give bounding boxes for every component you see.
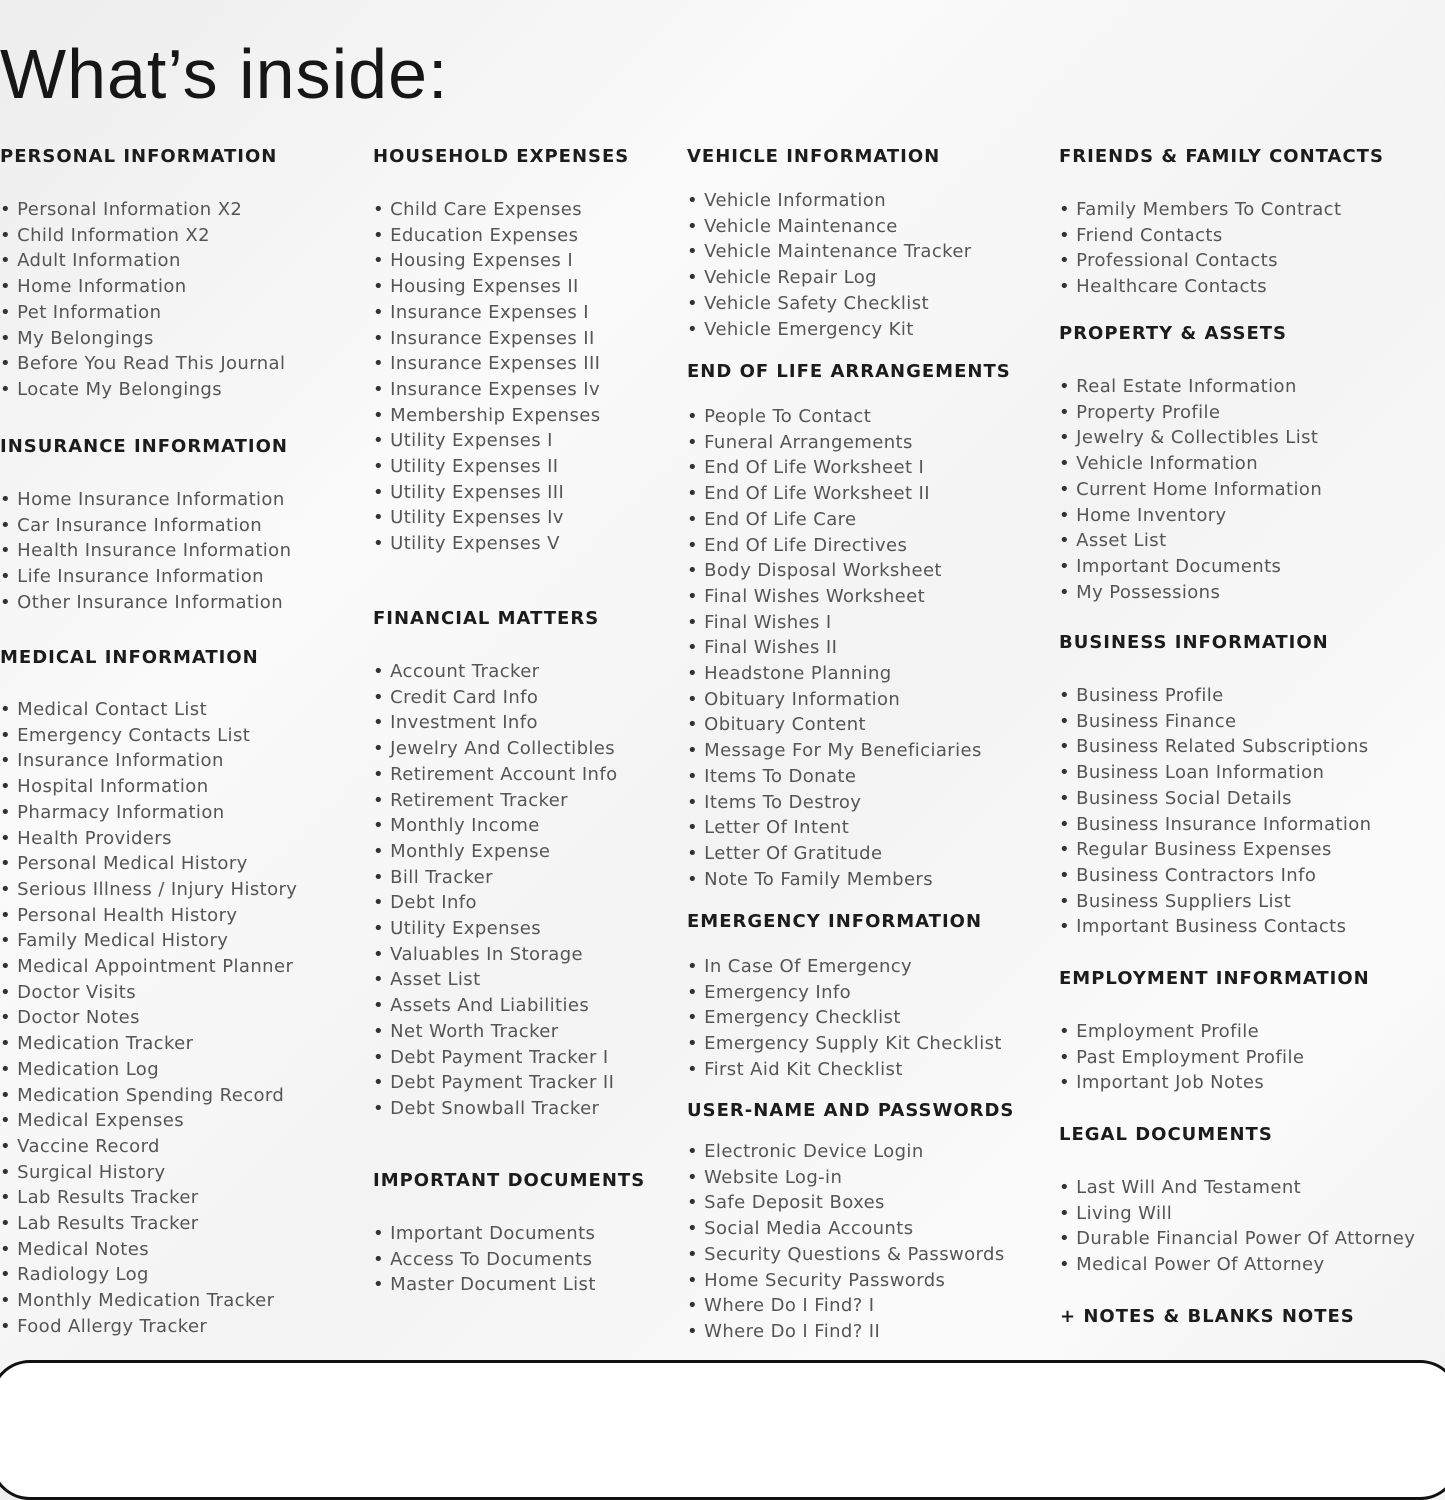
list-item: • Adult Information [0,248,285,274]
item-list [0,197,285,403]
list-item: • Before You Read This Journal [0,351,285,377]
list-item: • Jewelry & Collectibles List [1059,425,1322,451]
section-heading: FRIENDS & FAMILY CONTACTS [1059,146,1384,167]
list-item: • Social Media Accounts [687,1216,1014,1242]
list-item: • Emergency Checklist [687,1005,1002,1031]
list-item: • Monthly Medication Tracker [0,1288,297,1314]
list-item: • End Of Life Directives [687,533,1011,559]
section-heading: BUSINESS INFORMATION [1059,632,1329,653]
list-item: • Final Wishes II [687,635,1011,661]
list-item: • Debt Info [373,890,618,916]
bottom-frame [0,1360,1445,1500]
list-item: • Account Tracker [373,659,618,685]
list-item: • Professional Contacts [1059,248,1384,274]
list-item: • Housing Expenses II [373,274,629,300]
section-heading: PROPERTY & ASSETS [1059,323,1288,344]
item-list [0,697,297,1340]
list-item: • Emergency Contacts List [0,723,297,749]
list-item: • Medical Expenses [0,1108,297,1134]
list-item: • Note To Family Members [687,867,1011,893]
list-item: • My Possessions [1059,580,1322,606]
list-item: • Items To Donate [687,764,1011,790]
list-item: • Insurance Expenses III [373,351,629,377]
list-item: • Education Expenses [373,223,629,249]
list-item: • Business Profile [1059,683,1371,709]
list-item: • Car Insurance Information [0,513,291,539]
list-item: • My Belongings [0,326,285,352]
list-item: • Final Wishes Worksheet [687,584,1011,610]
section-household-expenses [373,146,629,557]
list-item: • People To Contact [687,404,1011,430]
section-important-documents [373,1170,645,1298]
list-item: • Asset List [373,967,618,993]
list-item: • Debt Snowball Tracker [373,1096,618,1122]
item-list [1059,197,1384,300]
list-item: • Bill Tracker [373,865,618,891]
list-item: • Durable Financial Power Of Attorney [1059,1226,1415,1252]
list-item: • Medication Log [0,1057,297,1083]
list-item: • Jewelry And Collectibles [373,736,618,762]
section-medical-information [0,647,297,1340]
section-friends-family-contacts [1059,146,1384,300]
list-item: • Business Suppliers List [1059,889,1371,915]
list-item: • Home Security Passwords [687,1268,1014,1294]
section-heading: EMPLOYMENT INFORMATION [1059,968,1370,989]
list-item: • Where Do I Find? II [687,1319,1014,1345]
notes-and-blanks-label: + NOTES & BLANKS NOTES [1060,1306,1355,1327]
list-item: • End Of Life Worksheet I [687,455,1011,481]
list-item: • Retirement Tracker [373,788,618,814]
list-item: • Business Insurance Information [1059,812,1371,838]
item-list [687,1139,1014,1345]
item-list [687,954,1002,1083]
list-item: • Personal Medical History [0,851,297,877]
list-item: • Business Social Details [1059,786,1371,812]
item-list [1059,374,1322,605]
list-item: • Utility Expenses Iv [373,505,629,531]
list-item: • Medical Notes [0,1237,297,1263]
section-financial-matters [373,608,618,1122]
page-title: What’s inside: [0,35,449,113]
list-item: • Doctor Notes [0,1005,297,1031]
list-item: • Obituary Content [687,712,1011,738]
list-item: • Vehicle Repair Log [687,265,972,291]
list-item: • Healthcare Contacts [1059,274,1384,300]
list-item: • Past Employment Profile [1059,1045,1370,1071]
list-item: • End Of Life Care [687,507,1011,533]
list-item: • Health Providers [0,826,297,852]
section-heading: IMPORTANT DOCUMENTS [373,1170,646,1191]
list-item: • Insurance Expenses I [373,300,629,326]
item-list [0,487,291,616]
list-item: • Business Contractors Info [1059,863,1371,889]
section-heading: MEDICAL INFORMATION [0,647,259,668]
list-item: • Electronic Device Login [687,1139,1014,1165]
item-list [373,1221,645,1298]
list-item: • Lab Results Tracker [0,1185,297,1211]
item-list [687,188,972,342]
list-item: • Business Finance [1059,709,1371,735]
list-item: • Personal Information X2 [0,197,285,223]
list-item: • Employment Profile [1059,1019,1370,1045]
section-vehicle-information [687,146,972,342]
list-item: • Important Documents [1059,554,1322,580]
list-item: • Insurance Information [0,748,297,774]
list-item: • Emergency Info [687,980,1002,1006]
list-item: • End Of Life Worksheet II [687,481,1011,507]
list-item: • In Case Of Emergency [687,954,1002,980]
list-item: • Vehicle Information [687,188,972,214]
list-item: • Child Care Expenses [373,197,629,223]
list-item: • Vehicle Maintenance [687,214,972,240]
list-item: • Important Job Notes [1059,1070,1370,1096]
section-insurance-information [0,436,291,616]
list-item: • Vehicle Information [1059,451,1322,477]
list-item: • Business Loan Information [1059,760,1371,786]
section-user-name-and-passwords [687,1100,1014,1345]
section-heading: HOUSEHOLD EXPENSES [373,146,630,167]
list-item: • Letter Of Intent [687,815,1011,841]
list-item: • Where Do I Find? I [687,1293,1014,1319]
list-item: • Membership Expenses [373,403,629,429]
list-item: • Website Log-in [687,1165,1014,1191]
list-item: • Child Information X2 [0,223,285,249]
list-item: • Funeral Arrangements [687,430,1011,456]
list-item: • Vehicle Emergency Kit [687,317,972,343]
section-heading: LEGAL DOCUMENTS [1059,1124,1273,1145]
list-item: • Utility Expenses I [373,428,629,454]
list-item: • Utility Expenses [373,916,618,942]
section-heading: END OF LIFE ARRANGEMENTS [687,361,1011,382]
item-list [1059,683,1371,940]
list-item: • Medical Power Of Attorney [1059,1252,1415,1278]
list-item: • Radiology Log [0,1262,297,1288]
section-legal-documents [1059,1124,1415,1278]
list-item: • Property Profile [1059,400,1322,426]
list-item: • Lab Results Tracker [0,1211,297,1237]
list-item: • Assets And Liabilities [373,993,618,1019]
list-item: • Monthly Expense [373,839,618,865]
list-item: • Food Allergy Tracker [0,1314,297,1340]
list-item: • Retirement Account Info [373,762,618,788]
list-item: • Insurance Expenses Iv [373,377,629,403]
list-item: • Last Will And Testament [1059,1175,1415,1201]
list-item: • Net Worth Tracker [373,1019,618,1045]
list-item: • Medication Spending Record [0,1083,297,1109]
list-item: • Medication Tracker [0,1031,297,1057]
list-item: • Utility Expenses V [373,531,629,557]
list-item: • Asset List [1059,528,1322,554]
list-item: • Credit Card Info [373,685,618,711]
item-list [1059,1175,1415,1278]
list-item: • Other Insurance Information [0,590,291,616]
section-heading: INSURANCE INFORMATION [0,436,288,457]
list-item: • Vehicle Safety Checklist [687,291,972,317]
section-business-information [1059,632,1371,940]
list-item: • First Aid Kit Checklist [687,1057,1002,1083]
list-item: • Personal Health History [0,903,297,929]
section-employment-information [1059,968,1370,1096]
list-item: • Pharmacy Information [0,800,297,826]
section-heading: EMERGENCY INFORMATION [687,911,983,932]
list-item: • Serious Illness / Injury History [0,877,297,903]
list-item: • Home Inventory [1059,503,1322,529]
list-item: • Home Information [0,274,285,300]
section-end-of-life-arrangements [687,361,1011,892]
list-item: • Debt Payment Tracker II [373,1070,618,1096]
list-item: • Pet Information [0,300,285,326]
list-item: • Utility Expenses II [373,454,629,480]
list-item: • Items To Destroy [687,790,1011,816]
list-item: • Emergency Supply Kit Checklist [687,1031,1002,1057]
list-item: • Vaccine Record [0,1134,297,1160]
list-item: • Real Estate Information [1059,374,1322,400]
list-item: • Surgical History [0,1160,297,1186]
list-item: • Utility Expenses III [373,480,629,506]
section-heading: FINANCIAL MATTERS [373,608,600,629]
item-list [1059,1019,1370,1096]
list-item: • Master Document List [373,1272,645,1298]
list-item: • Housing Expenses I [373,248,629,274]
section-personal-information [0,146,285,403]
list-item: • Debt Payment Tracker I [373,1045,618,1071]
list-item: • Letter Of Gratitude [687,841,1011,867]
list-item: • Friend Contacts [1059,223,1384,249]
list-item: • Insurance Expenses II [373,326,629,352]
list-item: • Locate My Belongings [0,377,285,403]
list-item: • Current Home Information [1059,477,1322,503]
section-heading: VEHICLE INFORMATION [687,146,941,167]
list-item: • Valuables In Storage [373,942,618,968]
list-item: • Safe Deposit Boxes [687,1190,1014,1216]
section-property-assets [1059,323,1322,605]
list-item: • Regular Business Expenses [1059,837,1371,863]
list-item: • Health Insurance Information [0,538,291,564]
list-item: • Vehicle Maintenance Tracker [687,239,972,265]
item-list [687,404,1011,892]
list-item: • Investment Info [373,710,618,736]
list-item: • Security Questions & Passwords [687,1242,1014,1268]
list-item: • Obituary Information [687,687,1011,713]
list-item: • Medical Contact List [0,697,297,723]
section-heading: USER-NAME AND PASSWORDS [687,1100,1015,1121]
section-emergency-information [687,911,1002,1083]
list-item: • Doctor Visits [0,980,297,1006]
item-list [373,197,629,557]
list-item: • Life Insurance Information [0,564,291,590]
list-item: • Access To Documents [373,1247,645,1273]
list-item: • Medical Appointment Planner [0,954,297,980]
list-item: • Important Documents [373,1221,645,1247]
section-heading: PERSONAL INFORMATION [0,146,278,167]
list-item: • Family Medical History [0,928,297,954]
list-item: • Business Related Subscriptions [1059,734,1371,760]
list-item: • Body Disposal Worksheet [687,558,1011,584]
list-item: • Hospital Information [0,774,297,800]
list-item: • Living Will [1059,1201,1415,1227]
list-item: • Message For My Beneficiaries [687,738,1011,764]
list-item: • Family Members To Contract [1059,197,1384,223]
list-item: • Home Insurance Information [0,487,291,513]
list-item: • Important Business Contacts [1059,914,1371,940]
list-item: • Headstone Planning [687,661,1011,687]
item-list [373,659,618,1122]
list-item: • Final Wishes I [687,610,1011,636]
list-item: • Monthly Income [373,813,618,839]
